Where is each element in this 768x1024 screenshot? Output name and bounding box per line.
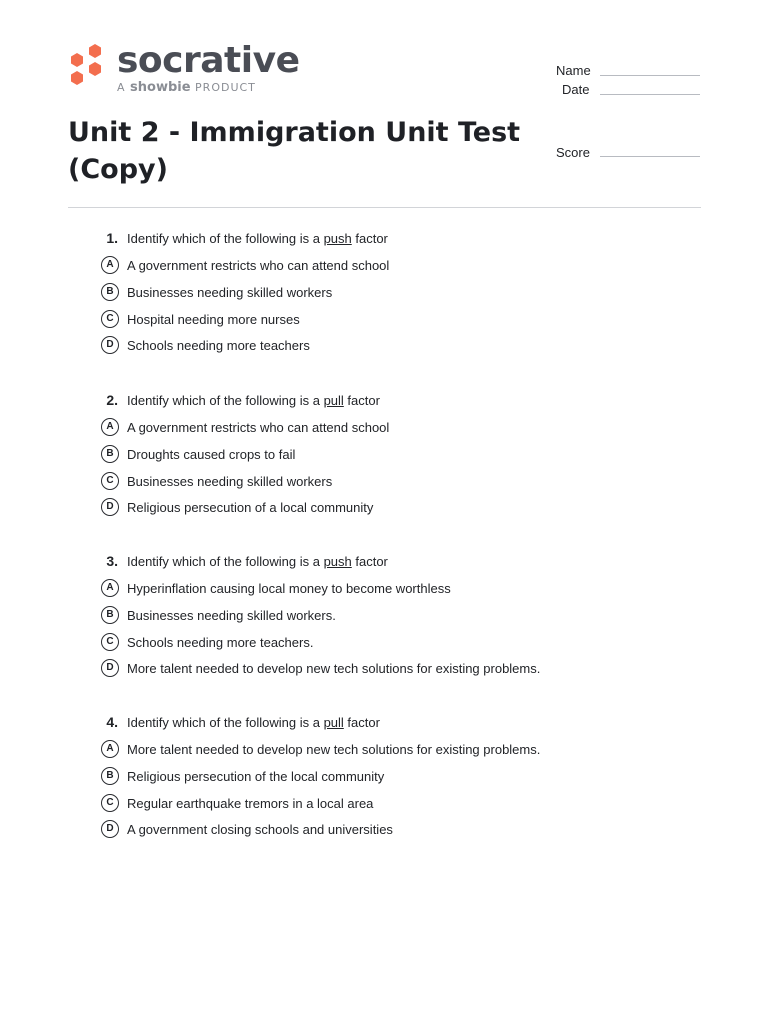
option-letter-bubble[interactable]: A	[101, 256, 119, 274]
question-number: 1.	[106, 230, 118, 246]
answer-option[interactable]	[0, 283, 768, 303]
answer-option[interactable]	[0, 740, 768, 760]
option-text: Businesses needing skilled workers.	[127, 608, 336, 623]
name-field[interactable]	[600, 75, 700, 76]
page-title: Unit 2 - Immigration Unit Test (Copy)	[68, 117, 521, 185]
option-text: More talent needed to develop new tech solutions for existing problems.	[127, 661, 541, 676]
option-text: A government closing schools and universities	[127, 822, 393, 837]
date-field[interactable]	[600, 94, 700, 95]
logo-tagline	[117, 81, 256, 95]
option-letter-bubble[interactable]: D	[101, 336, 119, 354]
option-text: Schools needing more teachers.	[127, 635, 314, 650]
question-prompt	[127, 230, 388, 247]
prompt-keyword: pull	[323, 715, 344, 730]
hexagon-logo-icon	[68, 43, 108, 95]
socrative-logo	[68, 40, 300, 99]
prompt-text-end: factor	[351, 554, 388, 569]
answer-option[interactable]	[0, 256, 768, 276]
answer-option[interactable]	[0, 820, 768, 840]
option-letter-bubble[interactable]: C	[101, 472, 119, 490]
answer-option[interactable]	[0, 472, 768, 492]
option-text: Businesses needing skilled workers	[127, 474, 333, 489]
question-prompt	[127, 714, 380, 731]
question-number: 3.	[106, 553, 118, 569]
question-prompt	[127, 392, 380, 409]
option-text: Religious persecution of a local community	[127, 500, 374, 515]
option-text: A government restricts who can attend school	[127, 420, 390, 435]
prompt-text: Identify which of the following is a	[127, 231, 324, 246]
option-text: Schools needing more teachers	[127, 338, 310, 353]
option-letter-bubble[interactable]: A	[101, 579, 119, 597]
answer-option[interactable]	[0, 445, 768, 465]
option-text: Droughts caused crops to fail	[127, 447, 296, 462]
answer-option[interactable]	[0, 498, 768, 518]
prompt-keyword: push	[323, 554, 352, 569]
question-number: 4.	[106, 714, 118, 730]
prompt-text: Identify which of the following is a	[127, 715, 324, 730]
score-label: Score	[556, 145, 590, 160]
prompt-text-end: factor	[343, 393, 380, 408]
prompt-text-end: factor	[351, 231, 388, 246]
prompt-text: Identify which of the following is a	[127, 554, 324, 569]
option-text: Regular earthquake tremors in a local area	[127, 796, 374, 811]
answer-option[interactable]	[0, 310, 768, 330]
score-field[interactable]	[600, 156, 700, 157]
prompt-text-end: factor	[343, 715, 380, 730]
option-letter-bubble[interactable]: C	[101, 794, 119, 812]
option-letter-bubble[interactable]: B	[101, 606, 119, 624]
option-text: Businesses needing skilled workers	[127, 285, 333, 300]
question-prompt	[127, 553, 388, 570]
name-label: Name	[556, 63, 591, 78]
tagline-brand: showbie	[130, 80, 191, 95]
logo-wordmark: socrative	[117, 40, 300, 81]
option-letter-bubble[interactable]: B	[101, 445, 119, 463]
option-letter-bubble[interactable]: A	[101, 740, 119, 758]
option-letter-bubble[interactable]: B	[101, 283, 119, 301]
option-letter-bubble[interactable]: C	[101, 310, 119, 328]
option-letter-bubble[interactable]: A	[101, 418, 119, 436]
answer-option[interactable]	[0, 579, 768, 599]
option-text: Religious persecution of the local community	[127, 769, 385, 784]
tagline-prefix: A	[117, 81, 126, 94]
answer-option[interactable]	[0, 794, 768, 814]
option-text: Hyperinflation causing local money to become worthless	[127, 581, 451, 596]
answer-option[interactable]	[0, 633, 768, 653]
answer-option[interactable]	[0, 659, 768, 679]
answer-option[interactable]	[0, 767, 768, 787]
tagline-suffix: PRODUCT	[195, 81, 256, 94]
answer-option[interactable]	[0, 606, 768, 626]
prompt-keyword: push	[323, 231, 352, 246]
prompt-text: Identify which of the following is a	[127, 393, 324, 408]
answer-option[interactable]	[0, 418, 768, 438]
option-text: More talent needed to develop new tech solutions for existing problems.	[127, 742, 541, 757]
answer-option[interactable]	[0, 336, 768, 356]
question-number: 2.	[106, 392, 118, 408]
header-divider	[68, 207, 701, 208]
prompt-keyword: pull	[323, 393, 344, 408]
option-letter-bubble[interactable]: C	[101, 633, 119, 651]
option-letter-bubble[interactable]: D	[101, 820, 119, 838]
option-letter-bubble[interactable]: D	[101, 659, 119, 677]
option-text: Hospital needing more nurses	[127, 312, 300, 327]
option-letter-bubble[interactable]: B	[101, 767, 119, 785]
date-label: Date	[562, 82, 590, 97]
option-text: A government restricts who can attend school	[127, 258, 390, 273]
option-letter-bubble[interactable]: D	[101, 498, 119, 516]
